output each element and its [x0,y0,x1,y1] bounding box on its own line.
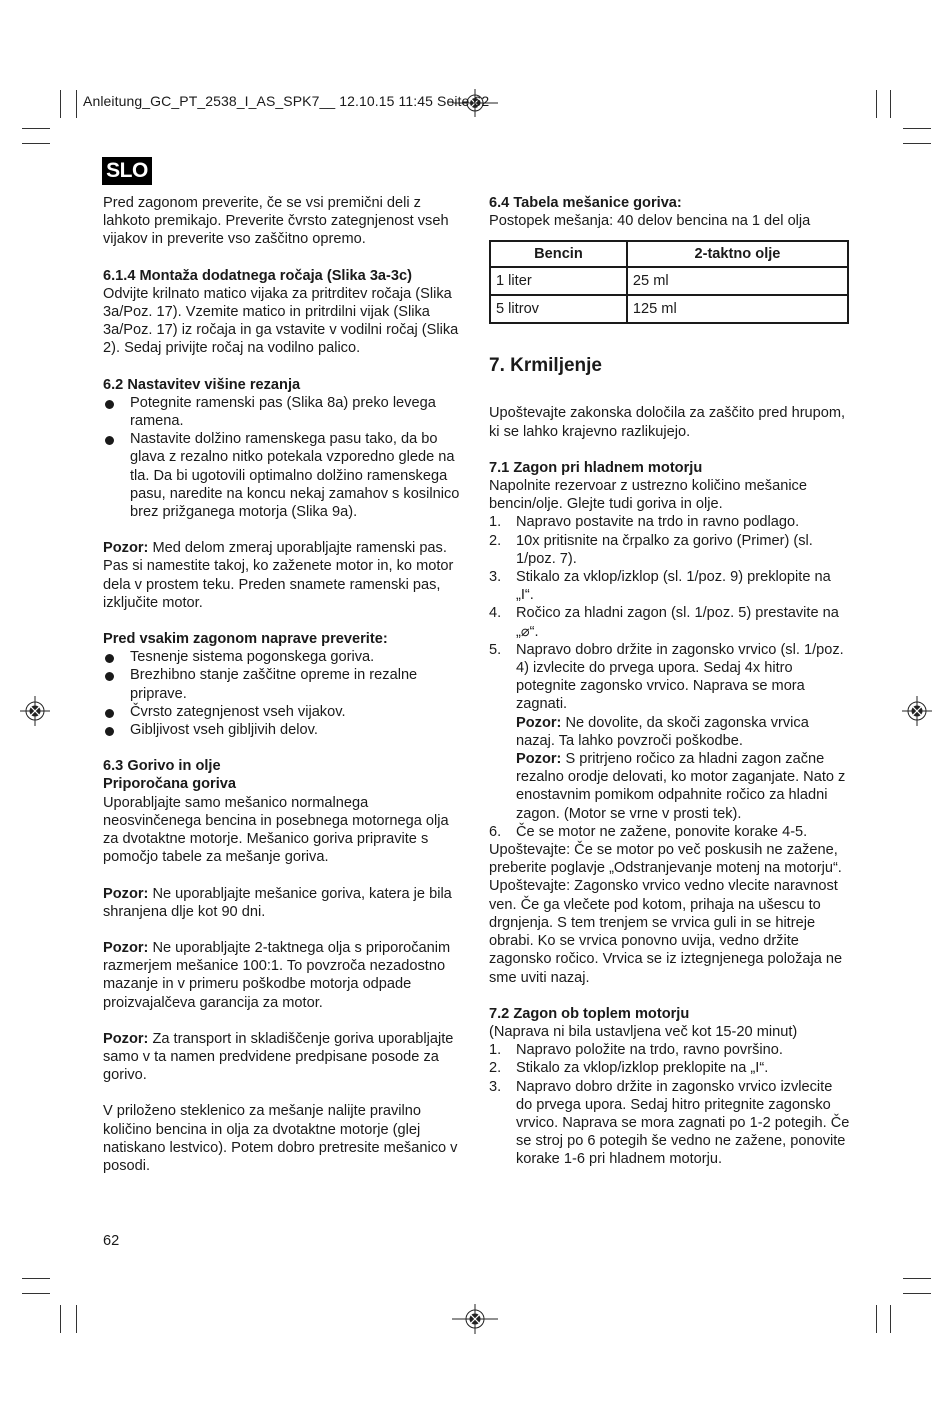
list-item [489,532,851,568]
registration-mark-icon [902,696,932,726]
print-header: Anleitung_GC_PT_2538_I_AS_SPK7__ 12.10.15 11:45 Seite 62 [83,93,490,109]
list-item [489,823,851,841]
list-item: Čvrsto zategnjenost vseh vijakov. [103,703,468,721]
crop-mark [22,143,50,144]
list-item: Tesnenje sistema pogonskega goriva. [103,648,468,666]
mixing-instructions: V priloženo steklenico za mešanje nalijte pravilno količino bencina in olja za dvotaktne motorje (glej natiskano lestvico). Potem dobro pretresite mešanico v posodi. [103,1103,458,1174]
section-6-1-4-text: Odvijte krilnato matico vijaka za pritrditev ročaja (Slika 3a/Poz. 17). Vzemite matico in pritrdilni vijak (Slika 3a/Poz. 17) iz ročaja in ga vstavite v vodilni ročaj (Slika 2). Sedaj privijte ročaj na vodilno palico. [103,285,459,357]
crop-mark [22,1293,50,1294]
section-6-2-heading: 6.2 Nastavitev višine rezanja [103,376,301,393]
warm-start-steps [489,1041,851,1168]
warning-paragraph [103,539,468,612]
table-header-cell: 2-taktno olje [627,241,848,267]
section-7-text: Upoštevajte zakonska določila za zaščito pred hrupom, ki se lahko krajevno razlikujejo. [489,405,846,440]
section-6-1-4-heading: 6.1.4 Montaža dodatnega ročaja (Slika 3a-3c) [103,267,413,284]
pre-start-check-heading: Pred vsakim zagonom naprave preverite: [103,631,388,648]
warning-text: Med delom zmeraj uporabljajte ramenski pas. Pas si namestite takoj, ko zaženete motor in, ko motor dela v prostem teku. Preden snamete ramenski pas, izključite motor. [103,540,454,611]
pre-start-check-list [103,648,468,739]
list-item [489,568,851,604]
step-number: 1. [489,1042,502,1059]
step-number: 2. [489,1060,502,1077]
registration-mark-icon [20,696,50,726]
crop-mark [76,90,77,118]
warning-paragraph [489,714,851,750]
section-6-4-heading: 6.4 Tabela mešanice goriva: [489,195,682,211]
note-paragraph: Upoštevajte: Če se motor po več poskusih ne zažene, preberite poglavje „Odstranjevanje motenj na motorju“. [489,842,842,877]
list-item: Potegnite ramenski pas (Slika 8a) preko levega ramena. [103,394,468,430]
table-cell: 1 liter [490,267,627,295]
section-6-4-text: Postopek mešanja: 40 delov bencina na 1 del olja [489,213,811,230]
crop-mark [22,128,50,129]
step-number: 6. [489,823,502,840]
intro-paragraph: Pred zagonom preverite, če se vsi premični deli z lahkoto premikajo. Preverite čvrsto zategnjenost vseh vijakov in preverite vso zaščitno opremo. [103,195,449,248]
table-row [490,295,848,323]
warning-label: Pozor: [103,1030,149,1047]
list-item [489,1059,851,1077]
list-item [489,1041,851,1059]
step-number: 5. [489,641,502,658]
list-item: Brezhibno stanje zaščitne opreme in rezalne priprave. [103,666,468,702]
table-cell: 25 ml [627,267,848,295]
crop-mark [876,1305,877,1333]
crop-mark [76,1305,77,1333]
list-item: Gibljivost vseh gibljivih delov. [103,721,468,739]
warning-label: Pozor: [103,540,149,557]
warning-text: Ne dovolite, da skoči zagonska vrvica nazaj. Ta lahko povzroči poškodbe. [516,714,809,749]
step-text: Napravo dobro držite in zagonsko vrvico (sl. 1/poz. 4) izvlecite do prvega upora. Sedaj 4x hitro potegnite zagonsko vrvico. Naprava se mora zagnati. [516,641,844,713]
cold-start-steps [489,513,851,713]
warning-paragraph [489,750,851,823]
section-6-3-heading: 6.3 Gorivo in olje [103,758,221,775]
step-text: Napravo postavite na trdo in ravno podlago. [516,514,800,531]
section-7-heading: 7. Krmiljenje [489,355,602,377]
note-paragraph: Upoštevajte: Zagonsko vrvico vedno vlecite naravnost ven. Če ga vlečete pod kotom, prihaja na ušescu to drgnjenja. S tem trenjem se vrvica guli in se hitreje obrabi. Ko se vrvica ponovno uvija, vedno držite zagonsko ročico. Vrvica se iz iztegnjenega položaja ne sme uviti nazaj. [489,878,843,986]
crop-mark [60,1305,61,1333]
step-number: 2. [489,532,502,549]
step-text: Stikalo za vklop/izklop preklopite na „I“. [516,1060,769,1077]
step-text: Napravo položite na trdo, ravno površino. [516,1042,783,1059]
section-6-3-text: Uporabljajte samo mešanico normalnega neosvinčenega bencina in posebnega motornega olja za dvotaktne motorje. Mešanico goriva pripravite s pomočjo tabele za mešanje goriva. [103,794,449,866]
crop-mark [890,90,891,118]
step-text: Ročico za hladni zagon (sl. 1/poz. 5) prestavite na „⌀“. [516,605,839,640]
crop-mark [903,143,931,144]
list-item [489,641,851,714]
step-text: 10x pritisnite na črpalko za gorivo (Primer) (sl. 1/poz. 7). [516,532,813,567]
list-item [489,513,851,531]
table-header-row [490,241,848,267]
section-7-2-text: (Naprava ni bila ustavljena več kot 15-20 minut) [489,1023,798,1040]
table-header-cell: Bencin [490,241,627,267]
warning-paragraph [103,1030,468,1085]
crop-mark [60,90,61,118]
warning-paragraph [103,885,468,921]
warning-label: Pozor: [516,714,562,731]
warning-text: Za transport in skladiščenje goriva uporabljajte samo v ta namen predvidene predpisane posode za gorivo. [103,1030,454,1084]
list-item [489,604,851,640]
list-item: Nastavite dolžino ramenskega pasu tako, da bo glava z rezalno nitko potekala vzporedno glede na tla. Da bi ugotovili optimalno dolžino ramenskega pasu, naredite na koncu nekaj zamahov s kosilnico brez prižganega motorja (Slika 9a). [103,430,468,521]
warning-label: Pozor: [103,885,149,902]
crop-mark [903,128,931,129]
warning-label: Pozor: [516,751,562,768]
list-item [489,1078,851,1169]
registration-mark-icon [452,1304,498,1334]
step-text: Napravo dobro držite in zagonsko vrvico izvlecite do prvega upora. Sedaj hitro pritegnite zagonsko vrvico. Naprava se mora zagnati po 1-2 potegih. Če se stroj po 6 potegih še vedno ne zažene, ponovite korake 1-6 pri hladnem motorju. [516,1078,850,1168]
language-tab: SLO [102,157,152,185]
crop-mark [22,1278,50,1279]
page-number: 62 [103,1233,120,1249]
section-7-1-heading: 7.1 Zagon pri hladnem motorju [489,459,703,476]
step-number: 1. [489,514,502,531]
cold-start-steps-continued [489,823,851,841]
crop-mark [903,1278,931,1279]
section-6-3-subheading: Priporočana goriva [103,776,237,793]
table-cell: 125 ml [627,295,848,323]
left-column [103,194,468,1175]
section-6-2-bullet-list [103,394,468,521]
warning-text: Ne uporabljajte 2-taktnega olja s priporočanim razmerjem mešanice 100:1. To povzroča nezadostno mazanje in v primeru poškodbe motorja odpade proizvajalčeva garancija za motor. [103,939,451,1011]
right-column [489,194,851,1169]
crop-mark [903,1293,931,1294]
warning-text: Ne uporabljajte mešanice goriva, katera je bila shranjena dlje kot 90 dni. [103,885,452,920]
step-number: 4. [489,605,502,622]
crop-mark [890,1305,891,1333]
table-row [490,267,848,295]
step-number: 3. [489,569,502,586]
crop-mark [876,90,877,118]
warning-text: S pritrjeno ročico za hladni zagon začne rezalno orodje delovati, ko motor zaganjate. Nato z enostavnim pomikom odpahnite ročico za hladni zagon. (Motor se vrne v prosti tek). [516,751,846,822]
step-text: Stikalo za vklop/izklop (sl. 1/poz. 9) preklopite na „I“. [516,569,831,604]
step-text: Če se motor ne zažene, ponovite korake 4-5. [516,823,808,840]
table-cell: 5 litrov [490,295,627,323]
step-number: 3. [489,1078,502,1095]
section-7-2-heading: 7.2 Zagon ob toplem motorju [489,1005,690,1022]
warning-paragraph [103,939,468,1012]
section-7-1-text: Napolnite rezervoar z ustrezno količino mešanice bencin/olje. Glejte tudi goriva in olje. [489,478,807,513]
warning-label: Pozor: [103,939,149,956]
fuel-mixture-table [489,240,849,324]
